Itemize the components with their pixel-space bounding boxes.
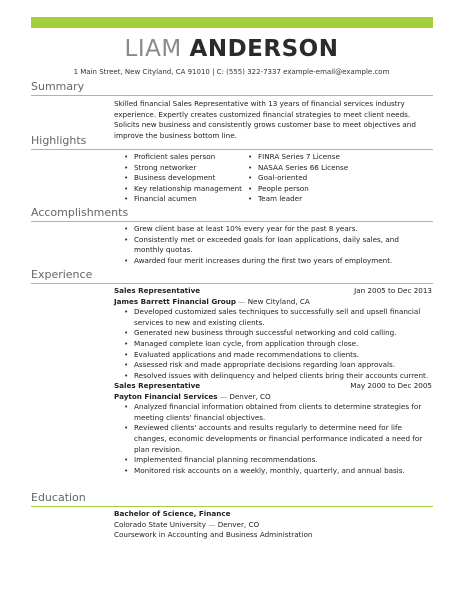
accomplishments-list [124,224,424,266]
list-item: • Team leader [248,194,372,205]
job-title: Sales Representative [114,381,201,390]
experience-heading: Experience [31,268,93,281]
list-item: • Monitored risk accounts on a weekly, monthly, quarterly, and annual basis. [124,466,432,477]
list-item: • FINRA Series 7 License [248,152,372,163]
separator-dash: — [219,391,228,401]
accomplishments-rule [31,221,433,222]
list-item: • Proficient sales person [124,152,248,163]
header-accent-bar [31,17,433,28]
coursework: Coursework in Accounting and Business Administration [114,530,313,540]
first-name: LIAM [124,36,182,62]
highlights-list [124,152,442,205]
list-item: • People person [248,184,372,195]
list-item: • Key relationship management [124,184,248,195]
list-item: • Analyzed financial information obtained from clients to determine strategies for meeting clients' financial objectives. [124,402,432,423]
list-item: • Awarded four merit increases during the first two years of employment. [124,256,424,267]
list-item: • Evaluated applications and made recommendations to clients. [124,350,432,361]
accomplishments-heading: Accomplishments [31,206,129,219]
separator-dash: — [208,519,216,529]
list-item: • Generated new business through successful networking and cold calling. [124,328,432,339]
list-item: • Financial acumen [124,194,248,205]
list-item: • Strong networker [124,163,248,174]
job-dates: Jan 2005 to Dec 2013 [354,286,432,295]
job-title: Sales Representative [114,286,201,295]
list-item: • Developed customized sales techniques to successfully sell and upsell financial services to new and existing clients. [124,307,432,328]
list-item: • Resolved issues with delinquency and helped clients bring their accounts current. [124,371,432,382]
education-entry [114,509,432,541]
job-location: New Cityland, CA [247,296,310,306]
list-item: • Reviewed clients' accounts and results regularly to determine need for life changes, economic developments or financial performance indicated a need for plan revision. [124,423,432,455]
separator-dash: — [238,296,246,306]
list-item: • NASAA Series 66 License [248,163,372,174]
summary-text: Skilled financial Sales Representative with 13 years of financial services industry experience. Expertly creates customized financial strategies to meet client needs. Solicits new business and consistently grows customer base to meet objectives and improve the business bottom line. [114,99,416,140]
highlights-col-1 [124,152,248,205]
experience-rule [31,283,433,284]
list-item: • Implemented financial planning recommendations. [124,455,432,466]
job-entry [114,286,432,381]
highlights-heading: Highlights [31,134,87,147]
resume-name [0,36,463,62]
last-name: ANDERSON [189,36,339,62]
education-rule [31,506,433,507]
list-item: • Managed complete loan cycle, from application through close. [124,339,432,350]
education-heading: Education [31,491,86,504]
list-item: • Consistently met or exceeded goals for loan applications, daily sales, and monthly quotas. [124,235,424,256]
list-item: • Goal-oriented [248,173,372,184]
job-location: Denver, CO [229,391,271,401]
job-company: James Barrett Financial Group [114,296,236,306]
list-item: • Assessed risk and made appropriate decisions regarding loan approvals. [124,360,432,371]
school-name: Colorado State University [114,519,206,529]
list-item: • Grew client base at least 10% every year for the past 8 years. [124,224,424,235]
list-item: • Business development [124,173,248,184]
degree: Bachelor of Science, Finance [114,509,231,518]
summary-rule [31,95,433,96]
school-location: Denver, CO [217,519,260,529]
highlights-col-2 [248,152,372,205]
highlights-rule [31,149,433,150]
job-entry [114,381,432,476]
job-dates: May 2000 to Dec 2005 [350,381,432,390]
job-company: Payton Financial Services [114,391,218,401]
contact-info: 1 Main Street, New Cityland, CA 91010 | C: (555) 322-7337 example-email@example.com [73,68,390,76]
summary-heading: Summary [31,80,85,93]
